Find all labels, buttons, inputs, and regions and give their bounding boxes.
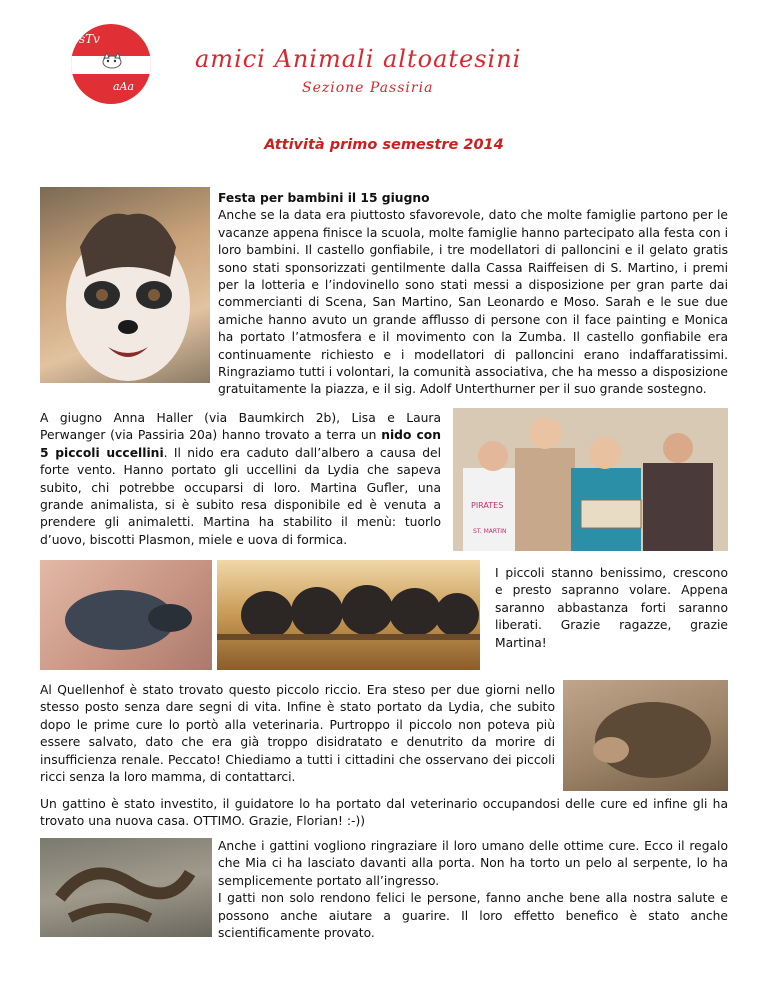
section-festa — [218, 190, 728, 399]
tshirt-line1: PIRATES — [471, 501, 504, 510]
festa-title: Festa per bambini il 15 giugno — [218, 191, 430, 205]
section-gattino: Un gattino è stato investito, il guidatore lo ha portato dal veterinario occupandosi delle cure ed infine gli ha trovato una nuova casa. OTTIMO. Grazie, Florian! :-)) — [40, 797, 728, 829]
snake-photo — [40, 838, 212, 937]
page-title: amici Animali altoatesini — [195, 45, 522, 73]
gattini-p2: I gatti non solo rendono felici le persone, fanno anche bene alla nostra salute e possono anche aiutare a guarire. Il loro effetto benefico è stato anche scientificamente provato. — [218, 891, 728, 941]
section-gattini — [218, 838, 728, 942]
girls-with-birds-photo — [453, 408, 728, 551]
birds-on-perch-photo — [217, 560, 480, 670]
face-painted-child-photo — [40, 187, 210, 383]
section-piccoli: I piccoli stanno benissimo, crescono e presto sapranno volare. Appena saranno abbastanza forti saranno liberati. Grazie ragazze, grazie Martina! — [495, 566, 728, 650]
nido-bold: nido con 5 piccoli uccellini — [40, 428, 441, 460]
logo-bottom-text: aAa — [113, 80, 135, 93]
nido-text-1: A giugno Anna Haller (via Baumkirch 2b), Lisa e Laura Perwanger (via Passiria 20a) hanno trovato a terra un — [40, 411, 441, 443]
association-logo — [71, 24, 151, 104]
page-subtitle: Sezione Passiria — [302, 80, 434, 96]
dog-icon — [101, 50, 123, 70]
hedgehog-photo — [563, 680, 728, 791]
section-nido — [40, 410, 441, 549]
logo-top-text: sTv — [79, 32, 100, 46]
bird-in-hand-photo — [40, 560, 212, 670]
gattini-p1: Anche i gattini vogliono ringraziare il loro umano delle ottime cure. Ecco il regalo che Mia ci ha lasciato davanti alla porta. Non ha torto un pelo al serpente, lo ha semplicemente portato all’ingresso. — [218, 839, 728, 888]
tshirt-line2: ST. MARTIN — [473, 528, 507, 535]
festa-body: Anche se la data era piuttosto sfavorevole, dato che molte famiglie partono per le vacanze appena finisce la scuola, molte famiglie hanno partecipato alla festa con i loro bambini. Il castello gonfiabile, i tre modellatori di palloncini e il gelato gratis sono stati sponsorizzati gentilmente dalla Cassa Raiffeisen di S. Martino, i premi per la lotteria e l’indovinello sono stati messi a disposizione per gran parte dai commercianti di Scena, San Martino, San Leonardo e Moso. Sarah e le sue due amiche hanno avuto un grande afflusso di persone con il face painting e Monica ha portato l’atmosfera e il movimento con la Zumba. Il castello gonfiabile era continuamente richiesto e i modellatori di palloncini erano indaffaratissimi. Ringraziamo tutti i volontari, la comunità associativa, che ha messo a disposizione gratuitamente la piazza, e il sig. Adolf Unterthurner per il suo grande sostegno. — [218, 208, 728, 397]
nido-text-2: . Il nido era caduto dall’albero a causa del forte vento. Hanno portato gli uccellini da Lydia che sapeva subito, chi potrebbe occuparsi di loro. Martina Gufler, una grande animalista, si è subito resa disponibile ed è venuta a prendere gli animaletti. Martina ha stabilito il menù: tuorlo d’uovo, biscotti Plasmon, miele e uova di formica. — [40, 445, 441, 547]
section-heading: Attività primo semestre 2014 — [264, 137, 504, 153]
section-riccio: Al Quellenhof è stato trovato questo piccolo riccio. Era steso per due giorni nello stesso posto senza dare segni di vita. Infine è stato portato da Lydia, che subito dopo le prime cure lo portò alla veterinaria. Purtroppo il piccolo non poteva più essere salvato, dato che era già troppo disidratato e denutrito da morire di insufficienza renale. Peccato! Chiediamo a tutti i cittadini che osservano dei piccoli ricci senza la loro mamma, di contattarci. — [40, 683, 555, 785]
